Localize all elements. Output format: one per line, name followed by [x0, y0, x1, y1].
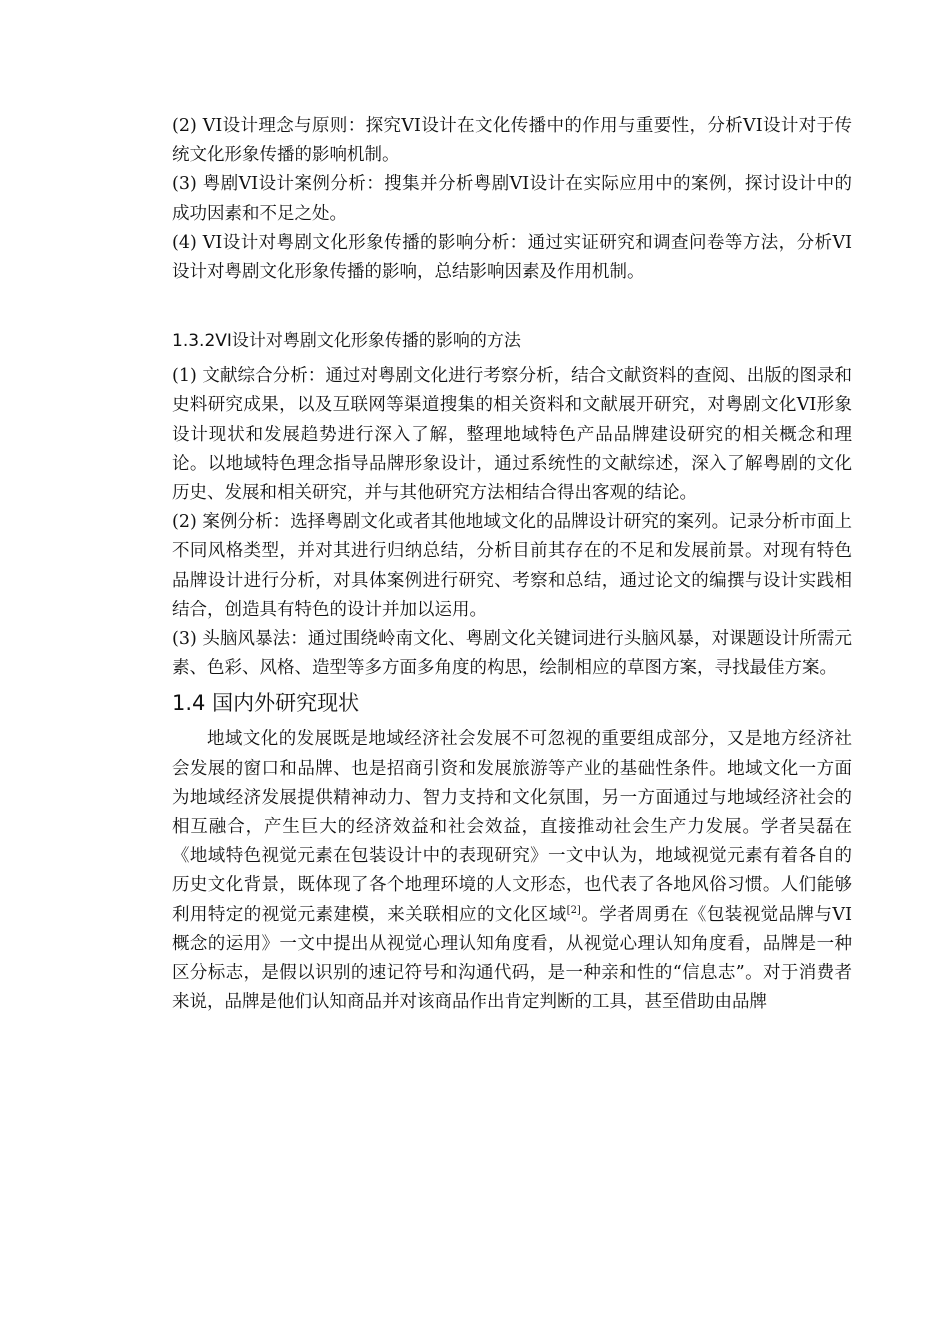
methods-heading: 1.3.2VI设计对粤剧文化形象传播的影响的方法 — [172, 331, 521, 352]
document-body — [172, 112, 852, 1017]
methods-item-1: (1) 文献综合分析：通过对粤剧文化进行考察分析，结合文献资料的查阅、出版的图录和史料研究成果，以及互联网等渠道搜集的相关资料和文献展开研究，对粤剧文化VI形象设计现状和发展趋势进行深入了解，整理地域特色产品品牌建设研究的相关概念和理论。以地域特色理念指导品牌形象设计，通过系统性的文献综述，深入了解粤剧的文化历史、发展和相关研究，并与其他研究方法相结合得出客观的结论。 — [172, 366, 852, 504]
methods-item-3: (3) 头脑风暴法：通过围绕岭南文化、粤剧文化关键词进行头脑风暴，对课题设计所需元素、色彩、风格、造型等多方面多角度的构思，绘制相应的草图方案，寻找最佳方案。 — [172, 629, 852, 679]
research-content-item-2: (2) VI设计理念与原则：探究VI设计在文化传播中的作用与重要性，分析VI设计对于传统文化形象传播的影响机制。 — [172, 116, 852, 166]
citation-reference[interactable]: [2] — [566, 904, 581, 916]
paragraph-text-part1: 地域文化的发展既是地域经济社会发展不可忽视的重要组成部分，又是地方经济社会发展的窗口和品牌、也是招商引资和发展旅游等产业的基础性条件。地域文化一方面为地域经济发展提供精神动力、智力支持和文化氛围，另一方面通过与地域经济社会的相互融合，产生巨大的经济效益和社会效益，直接推动社会生产力发展。学者吴磊在《地域特色视觉元素在包装设计中的表现研究》一文中认为，地域视觉元素有着各自的历史文化背景，既体现了各个地理环境的人文形态，也代表了各地风俗习惯。人们能够利用特定的视觉元素建模，来关联相应的文化区域 — [172, 729, 852, 925]
paragraph-text-part2: 。学者周勇在《包装视觉品牌与VI概念的运用》一文中提出从视觉心理认知角度看，从视觉心理认知角度看，品牌是一种区分标志，是假以识别的速记符号和沟通代码，是一种亲和性的“信息志”。对于消费者来说，品牌是他们认知商品并对该商品作出肯定判断的工具，甚至借助由品牌 — [172, 904, 852, 1013]
research-content-item-3: (3) 粤剧VI设计案例分析：搜集并分析粤剧VI设计在实际应用中的案例，探讨设计中的成功因素和不足之处。 — [172, 174, 852, 224]
research-content-item-4: (4) VI设计对粤剧文化形象传播的影响分析：通过实证研究和调查问卷等方法，分析VI设计对粤剧文化形象传播的影响，总结影响因素及作用机制。 — [172, 232, 852, 283]
research-status-heading: 1.4 国内外研究现状 — [172, 691, 360, 716]
research-status-paragraph — [172, 725, 852, 1017]
methods-item-2: (2) 案例分析：选择粤剧文化或者其他地域文化的品牌设计研究的案列。记录分析市面上不同风格类型，并对其进行归纳总结，分析目前其存在的不足和发展前景。对现有特色品牌设计进行分析，对具体案例进行研究、考察和总结，通过论文的编撰与设计实践相结合，创造具有特色的设计并加以运用。 — [172, 512, 852, 620]
